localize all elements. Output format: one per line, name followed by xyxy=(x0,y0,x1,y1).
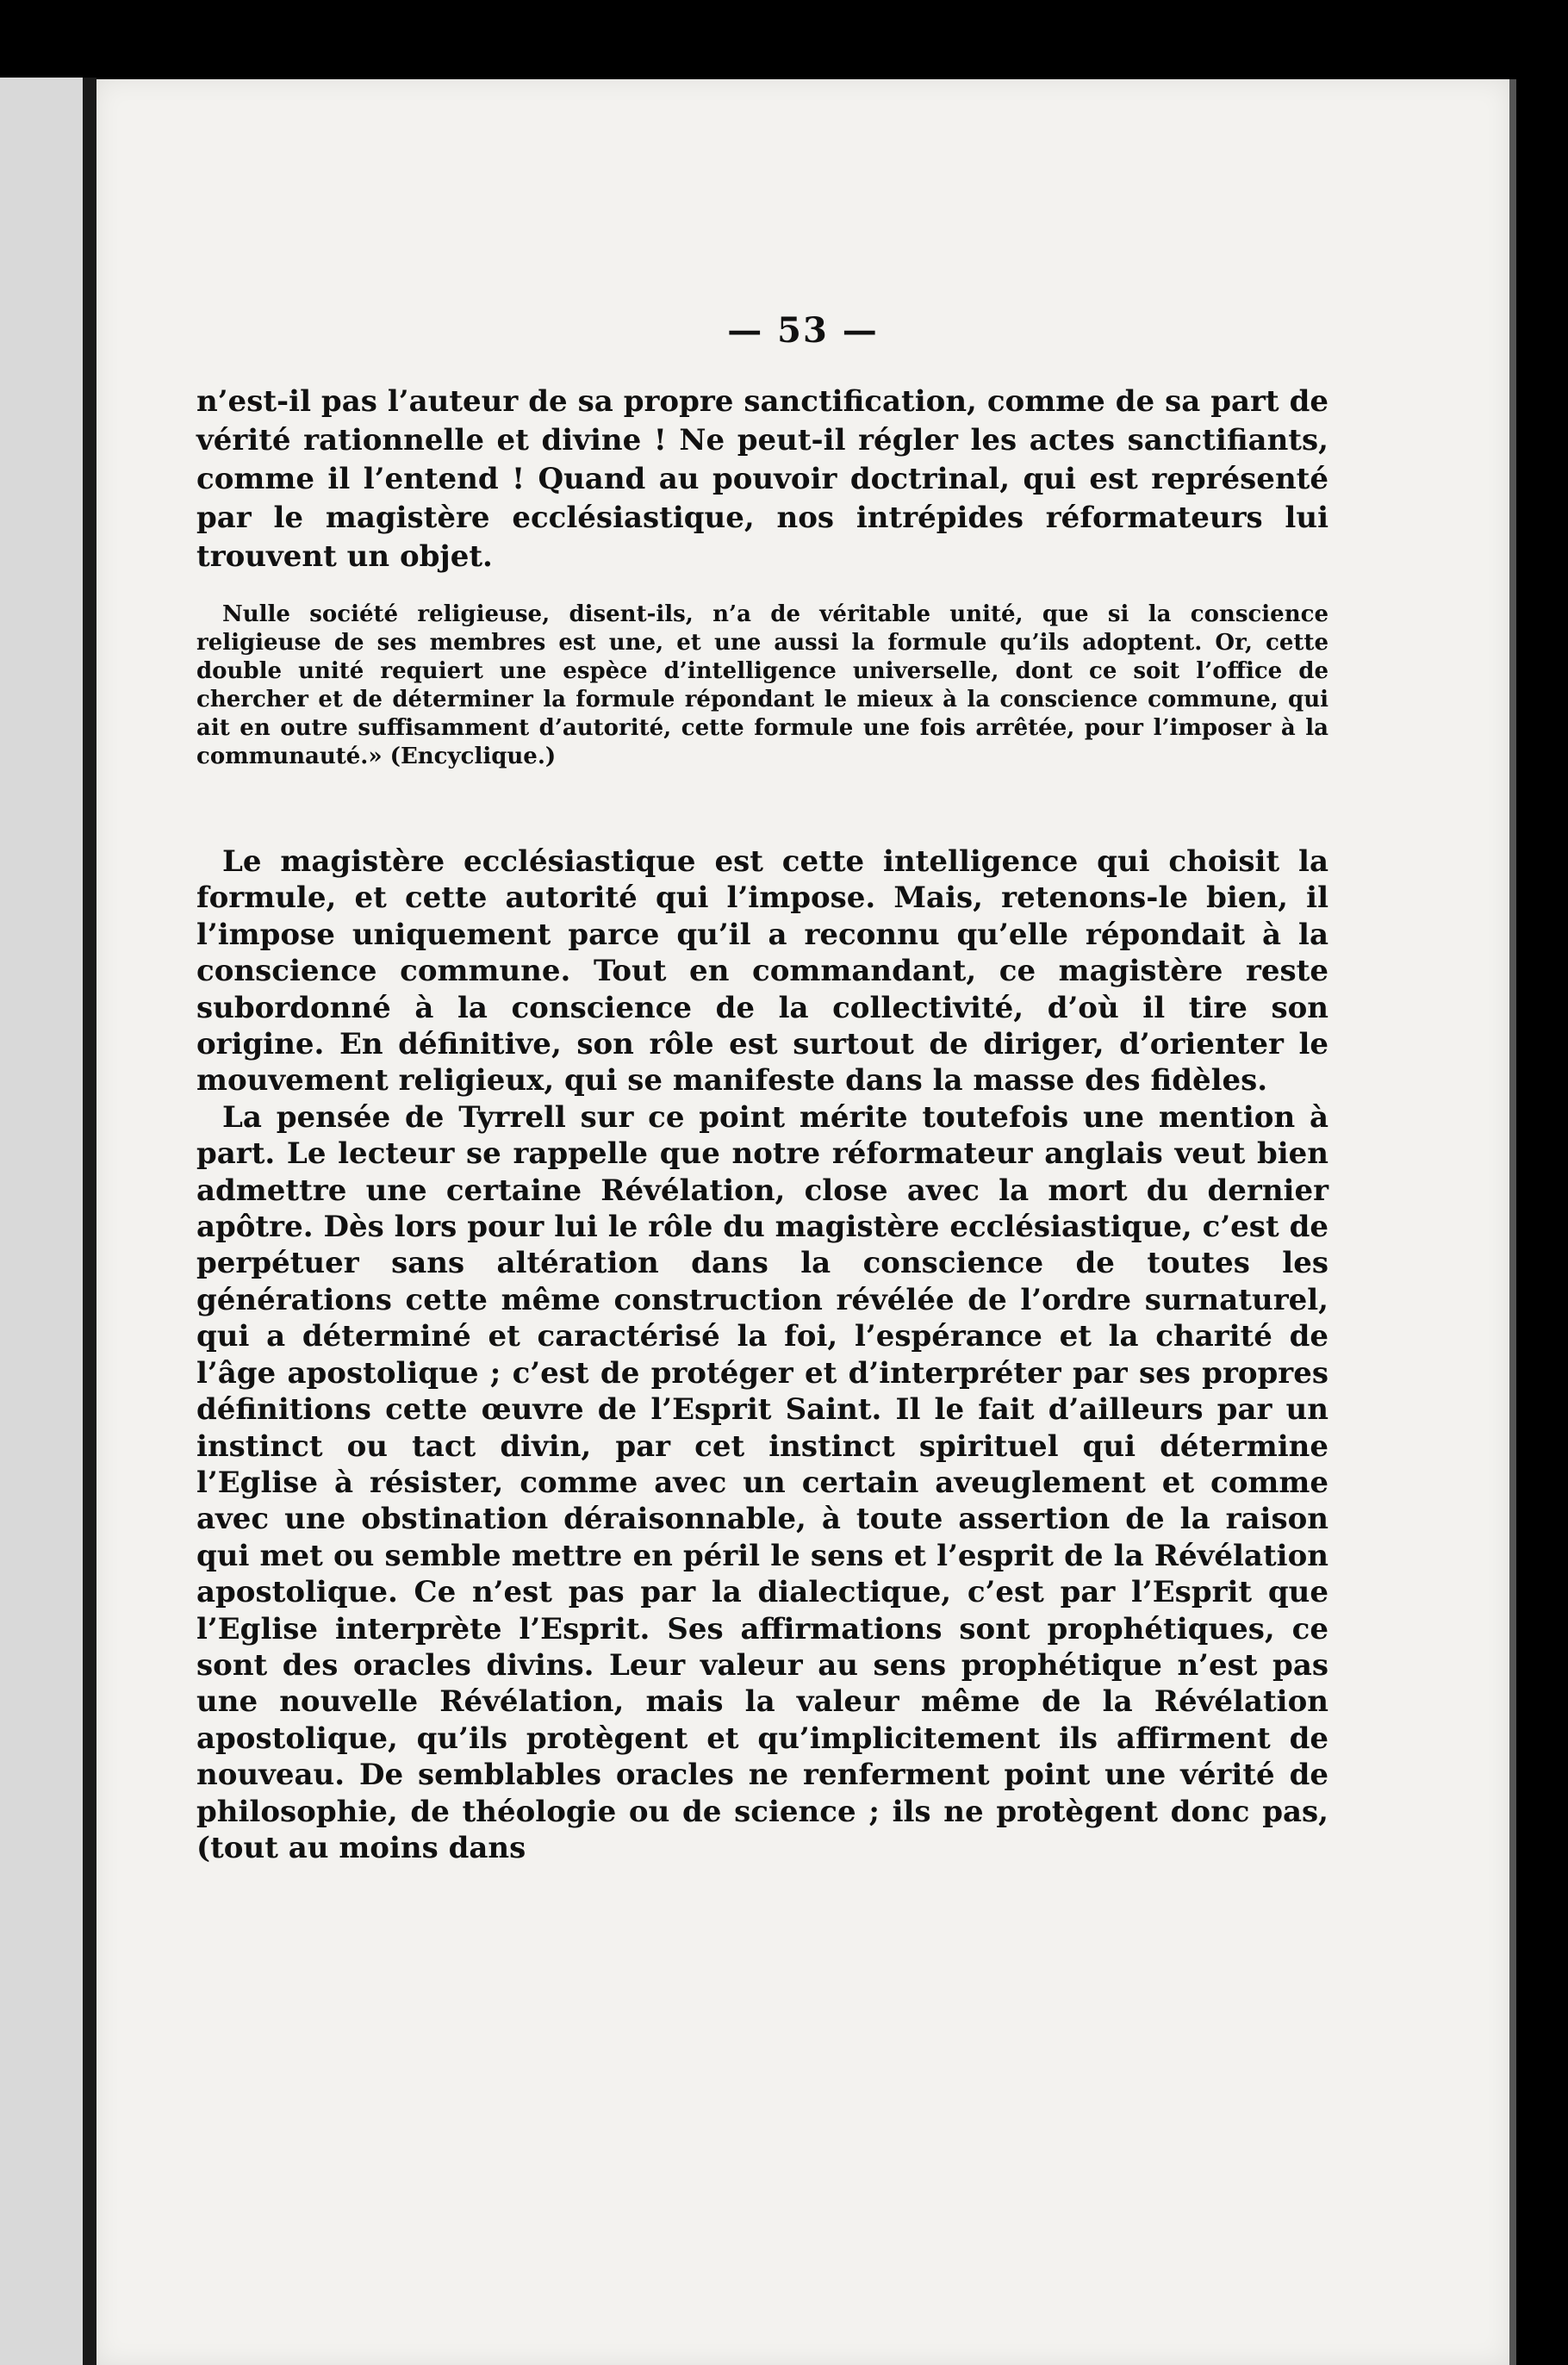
book-page xyxy=(96,79,1509,2365)
gutter-shadow xyxy=(83,78,96,2365)
paragraph-top xyxy=(196,383,1328,576)
right-page-edge xyxy=(1509,79,1516,2365)
quote-text: Nulle société religieuse, disent-ils, n’a de véritable unité, que si la conscience religieuse de ses membres est une, et une aussi la formule qu’ils adoptent. Or, cette double unité requiert une espèce d’intelligence universelle, dont ce soit l’office de chercher et de déterminer la formule répondant le mieux à la conscience commune, qui ait en outre suffisamment d’autorité, cette formule une fois arrêtée, pour l’imposer à la communauté.» (Encyclique.) xyxy=(196,601,1328,769)
paragraph: Le magistère ecclésiastique est cette intelligence qui choisit la formule, et cette autorité qui l’impose. Mais, retenons-le bien, il l’impose uniquement parce qu’il a reconnu qu’elle répondait à la conscience commune. Tout en commandant, ce magistère reste subordonné à la conscience de la collectivité, d’où il tire son origine. En définitive, son rôle est surtout de diriger, d’orienter le mouvement religieux, qui se manifeste dans la masse des fidèles. xyxy=(196,844,1328,1098)
left-page-edge xyxy=(0,78,83,2365)
paragraph: n’est-il pas l’auteur de sa propre sanctification, comme de sa part de vérité rationnelle et divine ! Ne peut-il régler les actes sanctifiants, comme il l’entend ! Quand au pouvoir doctrinal, qui est représenté par le magistère ecclésiastique, nos intrépides réformateurs lui trouvent un objet. xyxy=(196,384,1328,574)
paragraph: La pensée de Tyrrell sur ce point mérite toutefois une mention à part. Le lecteur se rappelle que notre réformateur anglais veut bien admettre une certaine Révélation, close avec la mort du dernier apôtre. Dès lors pour lui le rôle du magistère ecclésiastique, c’est de perpétuer sans altération dans la conscience de toutes les générations cette même construction révélée de l’ordre surnaturel, qui a déterminé et caractérisé la foi, l’espérance et la charité de l’âge apostolique ; c’est de protéger et d’interpréter par ses propres définitions cette œuvre de l’Esprit Saint. Il le fait d’ailleurs par un instinct ou tact divin, par cet instinct spirituel qui détermine l’Eglise à résister, comme avec un certain aveuglement et comme avec une obstination déraisonnable, à toute assertion de la raison qui met ou semble mettre en péril le sens et l’esprit de la Révélation apostolique. Ce n’est pas par la dialectique, c’est par l’Esprit que l’Eglise interprète l’Esprit. Ses affirmations sont prophétiques, ce sont des oracles divins. Leur valeur au sens prophétique n’est pas une nouvelle Révélation, mais la valeur même de la Révélation apostolique, qu’ils protègent et qu’implicitement ils affirment de nouveau. De semblables oracles ne renferment point une vérité de philosophie, de théologie ou de science ; ils ne protègent donc pas, (tout au moins dans xyxy=(196,1099,1328,1865)
body-text xyxy=(196,843,1328,1866)
page-number: — 53 — xyxy=(727,310,879,351)
encyclical-quote xyxy=(196,601,1328,771)
